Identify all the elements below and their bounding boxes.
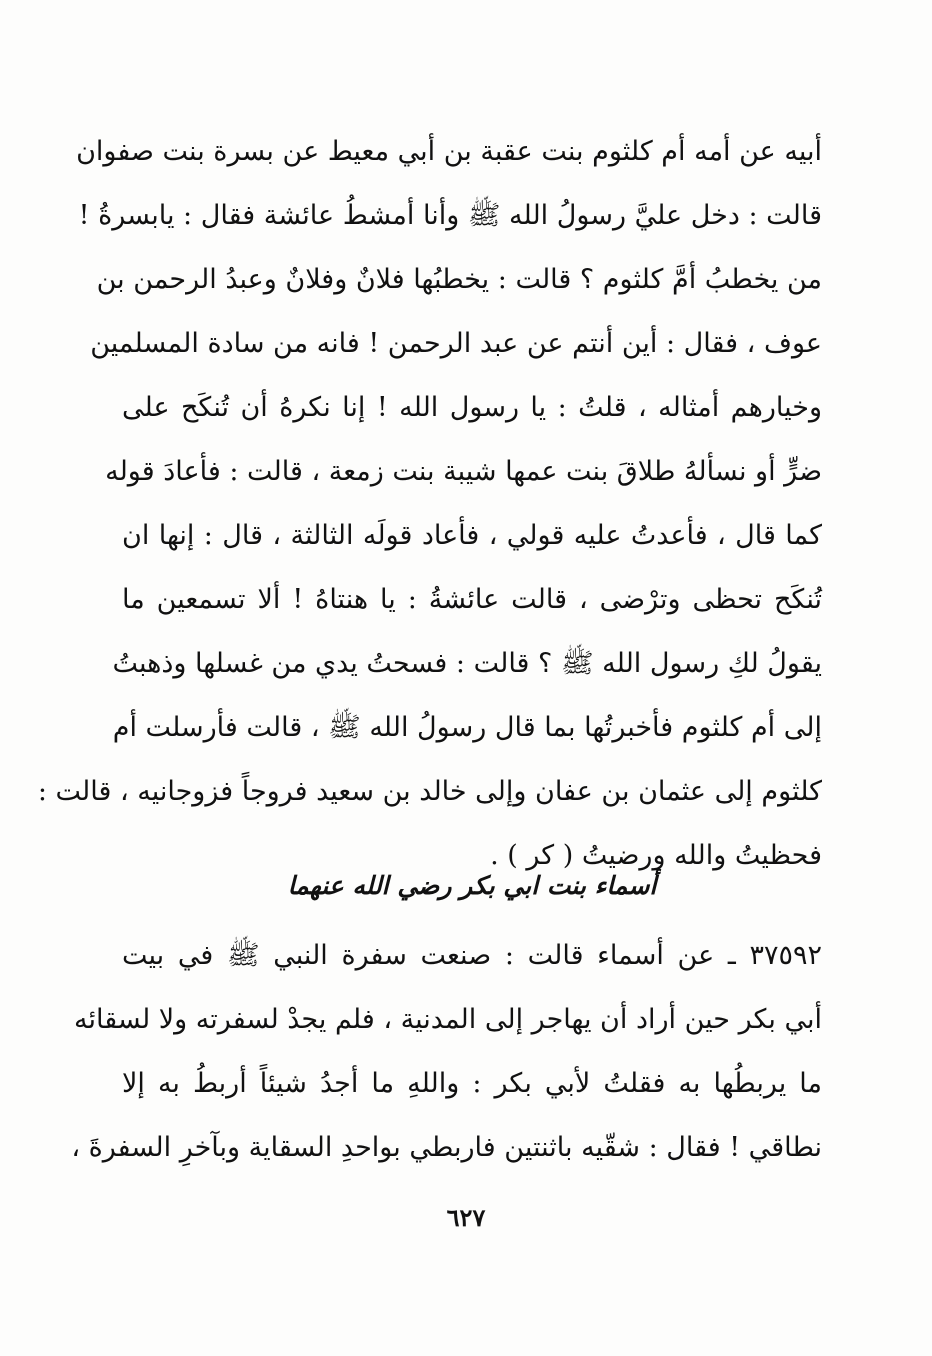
text-line: يقولُ لكِ رسول الله ﷺ ؟ قالت : فسحتُ يدي من غسلها وذهبتُ [112, 648, 822, 679]
text-line: من يخطبُ أمَّ كلثوم ؟ قالت : يخطبُها فلانٌ وفلانٌ وعبدُ الرحمن بن [96, 264, 822, 295]
text-line: ضرٍّ أو نسألهُ طلاقَ بنت عمها شيبة بنت زمعة ، قالت : فأعادَ قوله [105, 456, 822, 487]
text-line: فحظيتُ والله ورضيتُ ( كر ) . [490, 840, 822, 871]
text-line: كما قال ، فأعدتُ عليه قولي ، فأعاد قولَه الثالثة ، قال : إنها ان [122, 520, 822, 551]
text-line: إلى أم كلثوم فأخبرتُها بما قال رسولُ الله ﷺ ، قالت فأرسلت أم [112, 712, 822, 743]
text-line: قالت : دخل عليَّ رسولُ الله ﷺ وأنا أمشطُ عائشة فقال : يابسرةُ ! [78, 200, 822, 231]
text-line: عوف ، فقال : أين أنتم عن عبد الرحمن ! فانه من سادة المسلمين [90, 328, 822, 359]
text-line: ٣٧٥٩٢ ـ عن أسماء قالت : صنعت سفرة النبي ﷺ في بيت [122, 940, 822, 971]
text-line: تُنكَح تحظى وترْضى ، قالت عائشةُ : يا هنتاهُ ! ألا تسمعين ما [122, 584, 822, 615]
text-line: أبيه عن أمه أم كلثوم بنت عقبة بن أبي معيط عن بسرة بنت صفوان [76, 136, 822, 167]
hadith-text-block-1 [37, 120, 822, 888]
text-line: نطاقي ! فقال : شقّيه باثنتين فاربطي بواحدِ السقاية وبآخرِ السفرةَ ، [71, 1132, 822, 1163]
text-line: أبي بكر حين أراد أن يهاجر إلى المدنية ، فلم يجدْ لسفرته ولا لسقائه [74, 1004, 822, 1035]
text-line: كلثوم إلى عثمان بن عفان وإلى خالد بن سعيد فروجاً فزوجانيه ، قالت : [37, 776, 822, 807]
page-number: ٦٢٧ [446, 1203, 486, 1232]
text-line: ما يربطُها به فقلتُ لأبي بكر : واللهِ ما أجدُ شيئاً أربطُ به إلا [122, 1068, 822, 1099]
section-heading: أسماء بنت ابي بكر رضي الله عنهما [287, 871, 657, 900]
text-line: وخيارهم أمثاله ، قلتُ : يا رسول الله ! إنا نكرهُ أن تُنكَح على [122, 392, 822, 423]
hadith-text-block-2 [71, 924, 822, 1180]
